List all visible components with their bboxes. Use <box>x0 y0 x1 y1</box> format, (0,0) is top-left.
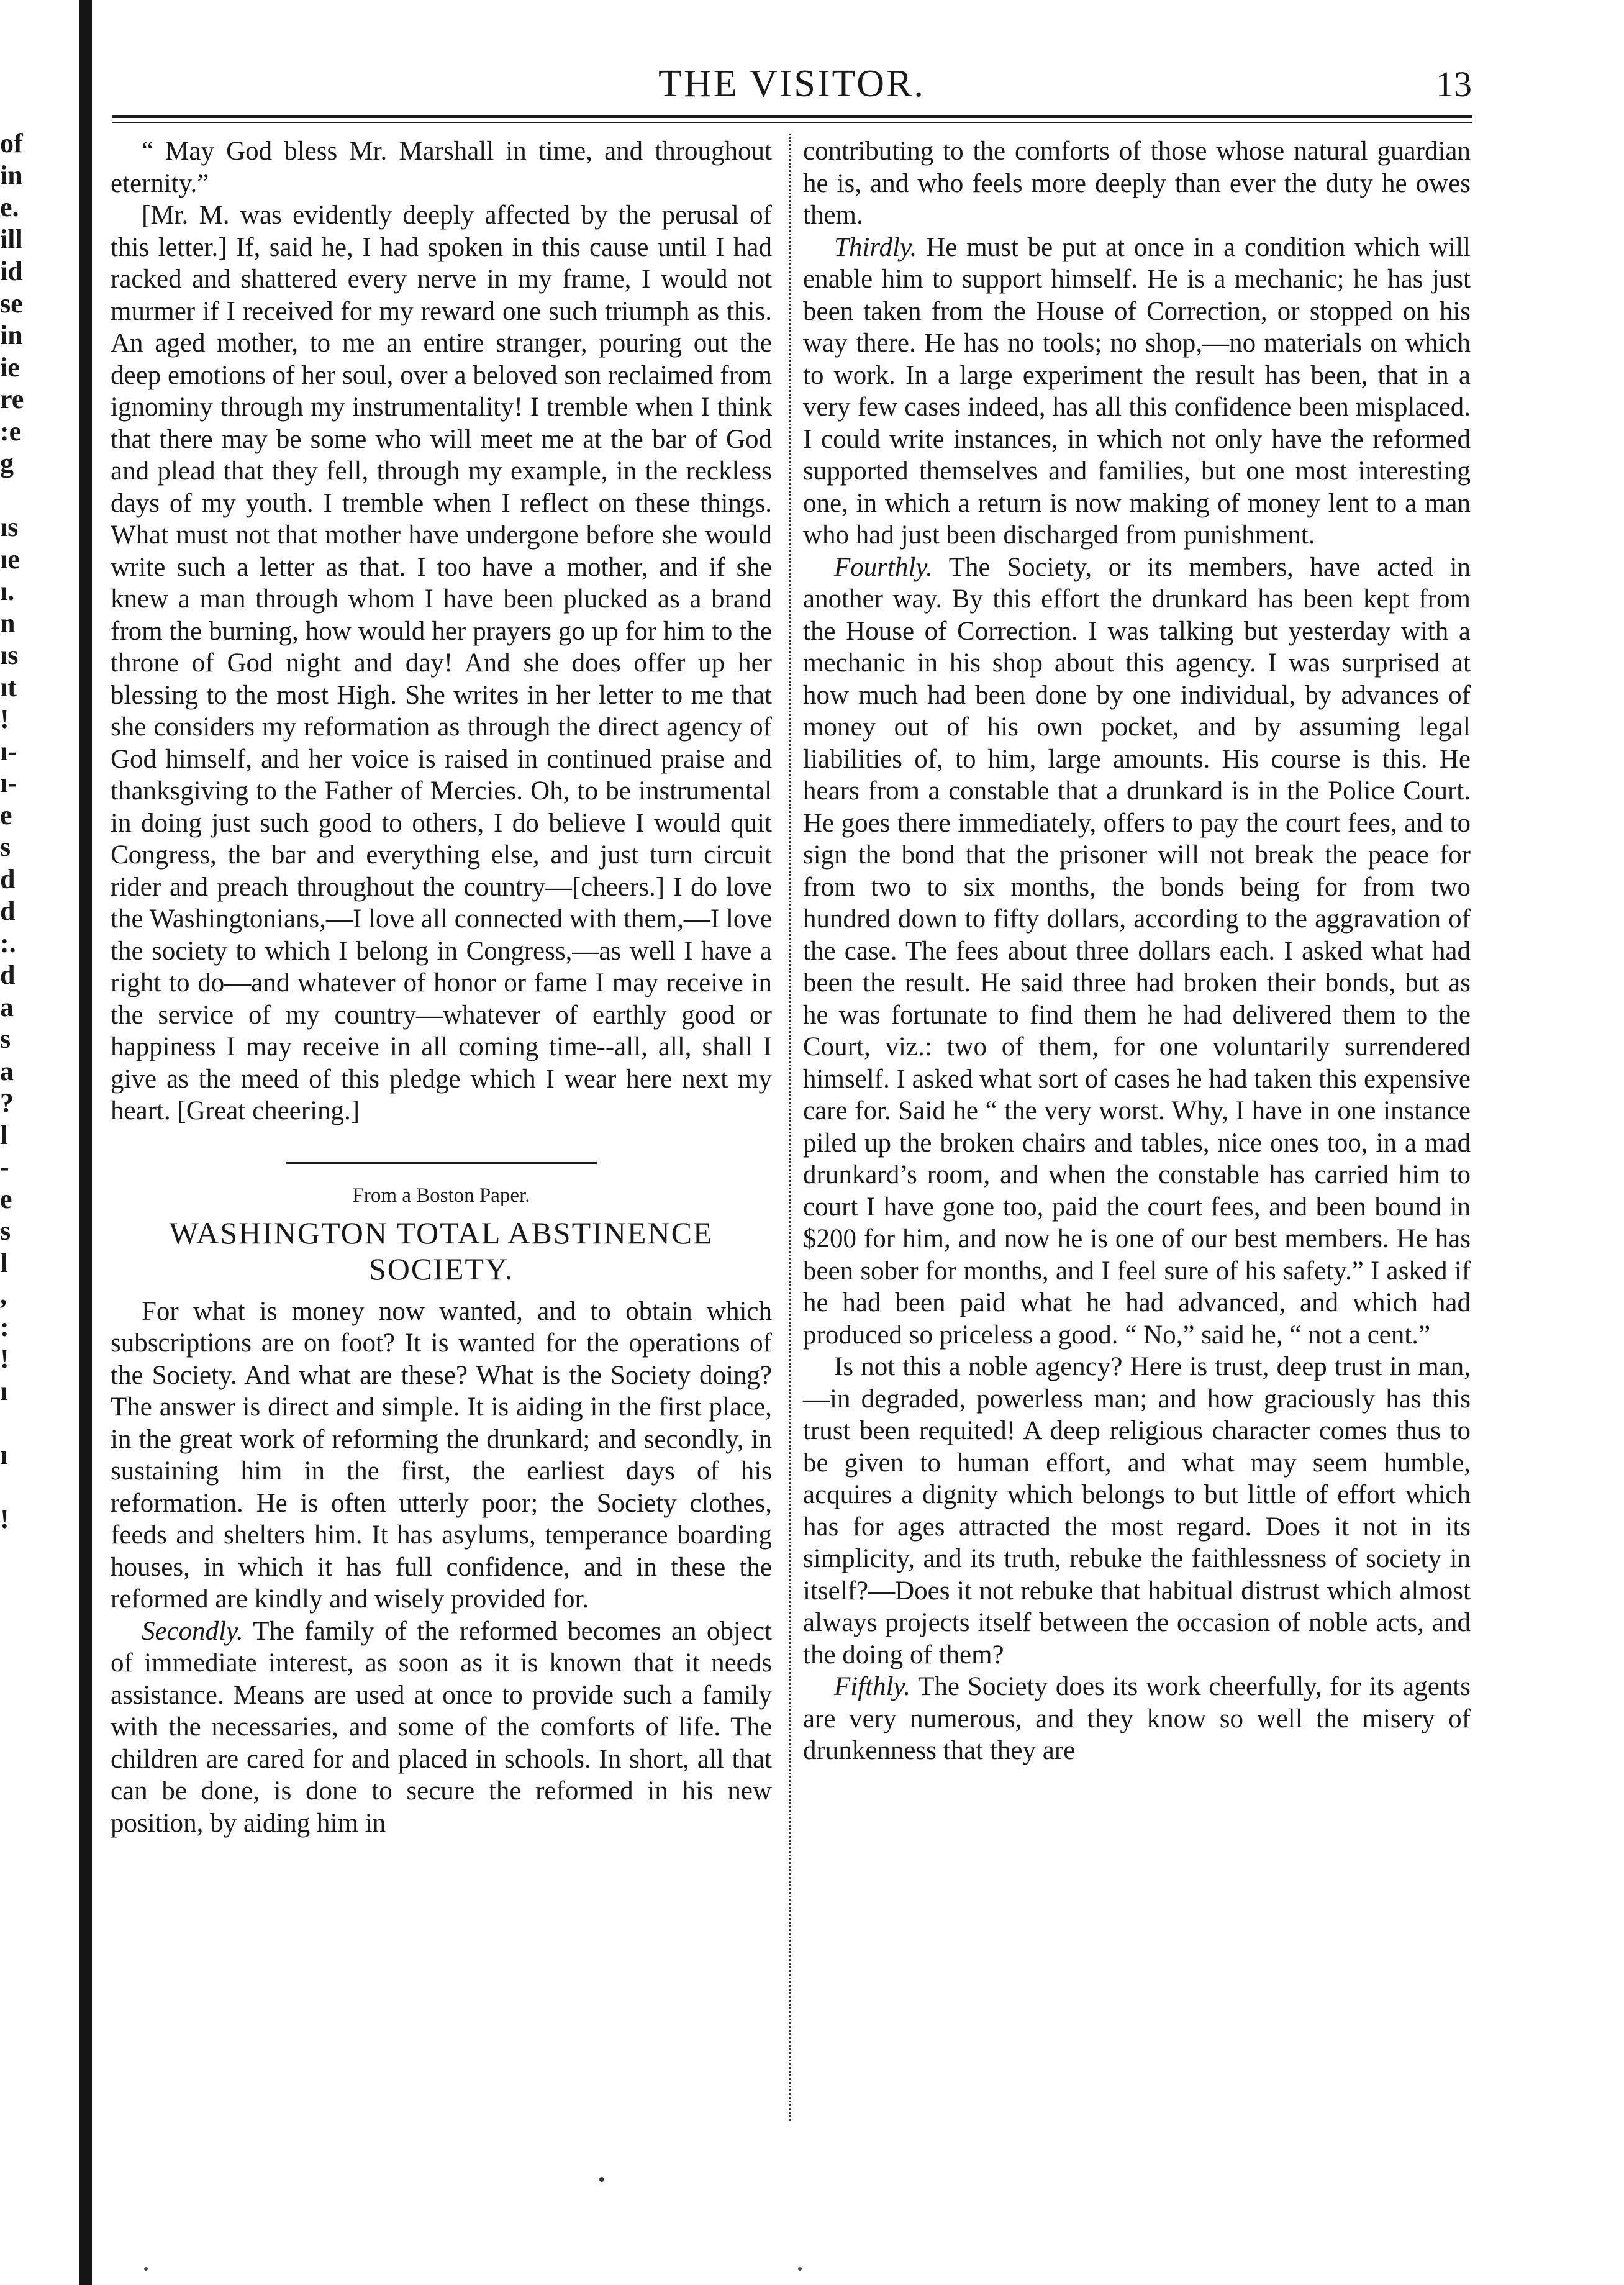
article-body-start <box>111 1296 772 1840</box>
margin-fragment: e <box>0 1183 12 1214</box>
margin-fragment: id <box>0 256 23 286</box>
paragraph-text: The Society, or its members, have acted in another way. By this effort the drunkard has been kept from the House of Correction. I was talking but yesterday with a mechanic in his shop about this agency. I was surprised at how much had been done by one individual, by advances of money out of his own pocket, and by assuming legal liabilities of, to him, large amounts. His course is this. He hears from a constable that a drunkard is in the Police Court. He goes there immediately, offers to pay the court fees, and to sign the bond that the prisoner will not break the peace for from two to six months, the bonds being for from two hundred down to fifty dollars, according to the aggravation of the case. The fees about three dollars each. I asked what had been the result. He said three had broken their bonds, but as he was fortunate to find them he had delivered them to the Court, viz.: two of them, for one voluntarily surrendered himself. I asked what sort of cases he had taken this expensive care for. Said he “ the very worst. Why, I have in one instance piled up the broken chairs and tables, nice ones too, in a mad drunkard’s room, and when the constable has carried him to court I have gone too, paid the court fees, and been bound in $200 for him, and now he is one of our best members. He has been sober for months, and I feel sure of his safety.” I asked if he had been paid what he had advanced, and which had produced so priceless a good. “ No,” said he, “ not a cent.” <box>803 552 1471 1350</box>
article-separator-rule <box>286 1162 597 1164</box>
paragraph-text: For what is money now wanted, and to obtain which subscriptions are on foot? It is wanted for the operations of the Society. And what are these? What is the Society doing? The answer is direct and simple. It is aiding in the first place, in the great work of reforming the drunkard; and secondly, in sustaining him in the first, the earliest days of his reformation. He is often utterly poor; the Society clothes, feeds and shelters him. It has asylums, temperance boarding houses, in which it has full confidence, and in these the reformed are kindly and wisely provided for. <box>111 1296 772 1614</box>
paragraph-text: He must be put at once in a condition which will enable him to support himself. He is a mechanic; he has just been taken from the House of Correction, or stopped on his way there. He has no tools; no shop,—no materials on which to work. In a large experiment the result has been, that in a very few cases indeed, has all this confidence been misplaced. I could write instances, in which not only have the reformed supported themselves and families, but one most interesting one, in which a return is now making of money lent to a man who had just been discharged from punishment. <box>803 232 1471 550</box>
margin-fragment: g <box>0 448 14 478</box>
paragraph-text: The family of the reformed becomes an object of immediate interest, as soon as it is known that it needs assistance. Means are used at once to provide such a family with the necessaries, and some of the comforts of life. The children are cared for and placed in schools. In short, all that can be done, is done to secure the reformed in his new position, by aiding him in <box>111 1616 772 1838</box>
margin-fragment: e. <box>0 192 19 222</box>
margin-fragment: : <box>0 1311 9 1342</box>
article-paragraph <box>803 232 1471 552</box>
paragraph-text: The Society does its work cheerfully, for its agents are very numerous, and they know so well the misery of drunkenness that they are <box>803 1672 1471 1765</box>
margin-fragment <box>0 1407 71 1439</box>
margin-fragment: ı. <box>0 576 15 606</box>
margin-fragment: a <box>0 991 14 1022</box>
margin-fragment: ! <box>0 1503 9 1534</box>
margin-fragment: a <box>0 1055 14 1086</box>
margin-fragment: s <box>0 1024 11 1054</box>
margin-fragment: l <box>0 1247 8 1278</box>
margin-fragment: in <box>0 320 23 350</box>
margin-fragment: , <box>0 1279 7 1310</box>
margin-fragment: se <box>0 288 23 319</box>
margin-fragment: ı- <box>0 768 17 798</box>
header-rule-thin <box>112 122 1472 123</box>
margin-fragment: ! <box>0 704 9 734</box>
article-paragraph <box>803 552 1471 1351</box>
margin-fragment: ı <box>0 1439 8 1470</box>
margin-fragment: ! <box>0 1343 9 1374</box>
margin-fragment: re <box>0 384 24 414</box>
speech-continuation <box>111 135 772 1127</box>
margin-fragment: ı- <box>0 735 17 766</box>
margin-fragment: ? <box>0 1088 14 1118</box>
page-header <box>112 57 1472 119</box>
margin-fragment: in <box>0 160 23 191</box>
margin-fragment: e <box>0 799 12 830</box>
running-title: THE VISITOR. <box>658 63 925 105</box>
page-number: 13 <box>1436 64 1472 104</box>
ink-spot <box>144 2267 148 2271</box>
article-paragraph <box>803 1671 1471 1767</box>
margin-fragment: ıe <box>0 543 20 575</box>
article-title: WASHINGTON TOTAL ABSTINENCE SOCIETY. <box>169 1215 714 1286</box>
margin-fragment: ı <box>0 1375 8 1406</box>
speech-paragraph: [Mr. M. was evidently deeply affected by the perusal of this letter.] If, said he, I had spoken in this cause until I had racked and shattered every nerve in my frame, I would not murmer if I received for my reward one such triumph as this. An aged mother, to me an entire stranger, pouring out the deep emotions of her soul, over a beloved son reclaimed from ignominy through my instrumentality! I tremble when I think that there may be some who will meet me at the bar of God and plead that they fell, through my example, in the reckless days of my youth. I tremble when I reflect on these things. What must not that mother have undergone before she would write such a letter as that. I too have a mother, and if she knew a man through whom I have been plucked as a brand from the burning, how would her prayers go up for him to the throne of God night and day! And she does offer up her blessing to the most High. She writes in her letter to me that she considers my reformation as through the direct agency of God himself, and her voice is raised in continued praise and thanksgiving to the Father of Mercies. Oh, to be instrumental in doing just such good to others, I do believe I would quit Congress, the bar and everything else, and just turn circuit rider and preach throughout the country—[cheers.] I do love the Washingtonians,—I love all connected with them,—I love the society to which I belong in Congress,—as well I have a right to do—and whatever of honor or fame I may receive in the service of my country—whatever of earthly good or happiness I may receive in all coming time--all, all, shall I give as the meed of this pledge which I wear here next my heart. [Great cheering.] <box>111 201 772 1125</box>
left-column <box>111 135 772 1839</box>
margin-fragment: d <box>0 960 16 990</box>
margin-fragment: ıs <box>0 512 19 542</box>
margin-fragment: s <box>0 832 11 862</box>
margin-fragment: s <box>0 1215 11 1246</box>
margin-fragment: :e <box>0 416 22 447</box>
paragraph-lead: Fifthly. <box>834 1672 911 1701</box>
margin-fragment: - <box>0 1152 9 1182</box>
paragraph-lead: Thirdly. <box>834 232 917 262</box>
right-column <box>803 135 1471 1767</box>
margin-fragment: of <box>0 128 23 158</box>
ink-spot <box>798 2267 802 2271</box>
margin-fragment: d <box>0 896 16 926</box>
ink-spot <box>599 2177 604 2182</box>
gutter-binding-bar <box>79 0 92 2285</box>
margin-fragment: ie <box>0 352 20 383</box>
margin-fragment: d <box>0 863 16 894</box>
speech-paragraph: “ May God bless Mr. Marshall in time, and throughout eternity.” <box>111 137 772 198</box>
header-rule-thick <box>112 115 1472 118</box>
paragraph-lead: Fourthly. <box>834 552 933 582</box>
article-source-line: From a Boston Paper. <box>352 1184 530 1207</box>
article-paragraph <box>803 135 1471 232</box>
paragraph-text: Is not this a noble agency? Here is trust, deep trust in man,—in degraded, powerless man; and how graciously has this trust been requited! A deep religious character comes thus to be given to human effort, and what may seem humble, acquires a dignity which belongs to but little of effort which has for ages attracted the most regard. Does it not in its simplicity, and its truth, rebuke the faithlessness of society in itself?—Does it not rebuke that habitual distrust which almost always projects itself between the occasion of noble acts, and the doing of them? <box>803 1352 1471 1669</box>
margin-fragment: ıs <box>0 640 19 670</box>
margin-fragment: n <box>0 607 16 638</box>
margin-fragment: ill <box>0 224 23 255</box>
margin-fragment <box>0 1471 71 1503</box>
paragraph-text: contributing to the comforts of those whose natural guardian he is, and who feels more deeply than ever the duty he owes them. <box>803 137 1471 230</box>
article-paragraph <box>111 1615 772 1840</box>
column-divider <box>789 134 791 2121</box>
margin-fragment <box>0 479 71 512</box>
margin-fragment: l <box>0 1119 8 1150</box>
adjacent-page-margin-fragments <box>0 127 71 1535</box>
paragraph-lead: Secondly. <box>142 1616 243 1646</box>
article-paragraph <box>803 1351 1471 1671</box>
margin-fragment: ıt <box>0 671 17 702</box>
margin-fragment: :. <box>0 927 16 958</box>
article-paragraph <box>111 1296 772 1615</box>
